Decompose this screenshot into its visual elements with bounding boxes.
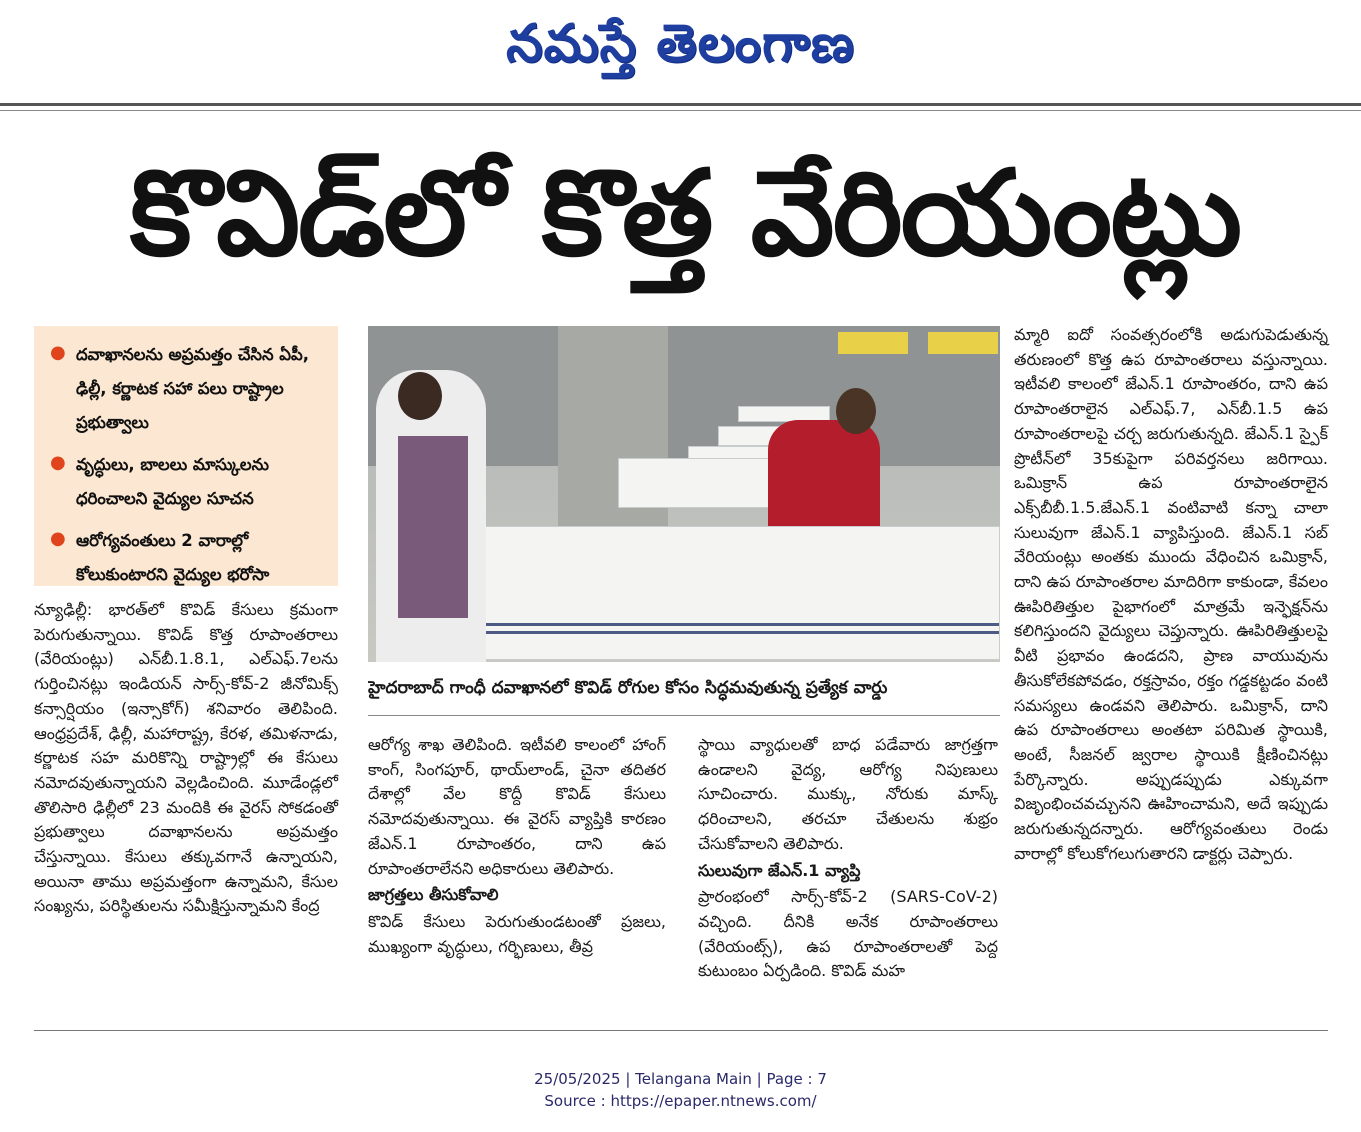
article-paragraph: ప్రారంభంలో సార్స్-కోవ్-2 (SARS-CoV-2) వచ్చింది. దీనికి అనేక రూపాంతరాలు (వేరియంట్స్), ఉప రూపాంతరాలతో పెద్ద కుటుంబం ఏర్పడింది. కొవిడ్ మహ — [698, 887, 998, 981]
highlight-item — [50, 338, 330, 440]
photo-doctor-head — [398, 372, 442, 420]
bullet-icon: ● — [50, 452, 66, 473]
highlight-item — [50, 524, 330, 592]
headline: కొవిడ్‌లో కొత్త వేరియంట్లు — [129, 144, 1241, 282]
subheading: సులువుగా జేఎన్.1 వ్యాప్తి — [698, 860, 861, 880]
highlight-item — [50, 448, 330, 516]
photo-bed-front — [428, 526, 1000, 660]
subheading: జాగ్రత్తలు తీసుకోవాలి — [368, 885, 499, 905]
header-rule-thin — [0, 110, 1361, 111]
bullet-icon: ● — [50, 528, 66, 549]
article-column-2 — [368, 733, 666, 959]
footer-date-edition: 25/05/2025 | Telangana Main | Page : 7 — [534, 1070, 827, 1088]
article-paragraph: మ్మారి ఐదో సంవత్సరంలోకి అడుగుపెడుతున్న తరుణంలో కొత్త ఉప రూపాంతరాలు వస్తున్నాయి. ఇటీవలి కాలంలో జేఎన్.1 రూపాంతరం, దాని ఉప రూపాంతరాలైన ఎల్ఎఫ్.7, ఎన్‌బీ.1.5 ఉప రూపాంతరాలపై చర్చ జరుగుతున్నది. జేఎన్.1 స్పైక్ ప్రొటీన్‌లో 35కుపైగా పరివర్తనలు జరిగాయి. ఒమిక్రాన్ ఉప రూపాంతరాలైన ఎక్స్‌బీబీ.1.5.జేఎన్.1 వంటివాటి కన్నా చాలా సులువుగా జేఎన్.1 వ్యాపిస్తుంది. జేఎన్.1 సబ్ వేరియంట్లు అంతకు ముందు వేధించిన ఒమిక్రాన్, దాని ఉప రూపాంతరాల మాదిరిగా కాకుండా, కేవలం ఊపిరితిత్తుల పైభాగంలో మాత్రమే ఇన్ఫెక్షన్‌ను కలిగిస్తుందని వైద్యులు చెప్తున్నారు. ఊపిరితిత్తులపై వీటి ప్రభావం ఉండదని, ప్రాణ వాయువును తీసుకోలేకపోవడం, రక్తస్రావం, రక్తం గడ్డకట్టడం వంటి సమస్యలు ఉండవని తెలిపారు. ఒమిక్రాన్, దాని ఉప రూపాంతరాలు అంతటా పరిమిత స్థాయికి, అంటే, సీజనల్ జ్వరాల స్థాయికి క్షీణించినట్లు పేర్కొన్నారు. అప్పుడప్పుడు ఎక్కువగా విజృంభించవచ్చునని ఊహించామని, అదే ఇప్పుడు జరుగుతున్నదన్నారు. ఆరోగ్యవంతులు రెండు వారాల్లో కోలుకోగలుగుతారని డాక్టర్లు చెప్పారు. — [1014, 325, 1329, 863]
photo-doctor-dress — [398, 436, 468, 618]
article-column-4 — [1014, 323, 1328, 866]
article-paragraph: స్థాయి వ్యాధులతో బాధ పడేవారు జాగ్రత్తగా ఉండాలని వైద్య, ఆరోగ్య నిపుణులు సూచించారు. ముక్కు, నోరుకు మాస్క్ ధరించాలని, తరచూ చేతులను శుభ్రం చేసుకోవాలని తెలిపారు. — [698, 735, 998, 853]
article-column-1 — [34, 598, 338, 919]
photo-lamp — [928, 332, 998, 354]
bullet-icon: ● — [50, 342, 66, 363]
footer-source-link[interactable]: Source : https://epaper.ntnews.com/ — [544, 1092, 817, 1110]
photo-staff-head — [836, 388, 876, 434]
newspaper-logo: నమస్తే తెలంగాణ — [506, 13, 855, 74]
highlights-box — [34, 326, 338, 586]
highlight-text: వృద్ధులు, బాలలు మాస్కులను ధరించాలని వైద్యుల సూచన — [76, 455, 269, 508]
footer-rule — [34, 1030, 1328, 1031]
page-footer — [0, 1068, 1361, 1112]
photo-caption: హైదరాబాద్ గాంధీ దవాఖానలో కొవిడ్ రోగుల కోసం సిద్ధమవుతున్న ప్రత్యేక వార్డు — [368, 668, 1000, 716]
highlight-text: ఆరోగ్యవంతులు 2 వారాల్లో కోలుకుంటారని వైద్యుల భరోసా — [76, 531, 270, 584]
article-paragraph: ఆరోగ్య శాఖ తెలిపింది. ఇటీవలి కాలంలో హాంగ్ కాంగ్, సింగపూర్, థాయ్‌లాండ్, చైనా తదితర దేశాల్లో వేల కొద్దీ కొవిడ్ కేసులు నమోదవుతున్నాయి. ఈ వైరస్ వ్యాప్తికి కారణం జేఎన్.1 రూపాంతరం, దాని ఉప రూపాంతరాలేనని అధికారులు తెలిపారు. — [368, 735, 666, 878]
highlight-text: దవాఖానలను అప్రమత్తం చేసిన ఏపీ, ఢిల్లీ, కర్ణాటక సహా పలు రాష్ట్రాల ప్రభుత్వాలు — [76, 345, 310, 432]
article-column-3 — [698, 733, 998, 984]
hospital-ward-photo — [368, 326, 1000, 662]
masthead — [0, 0, 1361, 100]
photo-lamp — [838, 332, 908, 354]
header-rule — [0, 103, 1361, 106]
photo-pillar — [558, 326, 668, 556]
article-paragraph: కొవిడ్ కేసులు పెరుగుతుండటంతో ప్రజలు, ముఖ్యంగా వృద్ధులు, గర్భిణులు, తీవ్ర — [368, 911, 666, 956]
article-paragraph: న్యూఢిల్లీ: భారత్‌లో కొవిడ్ కేసులు క్రమంగా పెరుగుతున్నాయి. కొవిడ్ కొత్త రూపాంతరాలు (వేరియంట్లు) ఎన్‌బీ.1.8.1, ఎల్‌ఎఫ్.7లను గుర్తించినట్లు ఇండియన్ సార్స్-కోవ్-2 జీనోమిక్స్ కన్సార్షియం (ఇన్సాకోగ్) శనివారం తెలిపింది. ఆంధ్రప్రదేశ్, ఢిల్లీ, మహారాష్ట్ర, కేరళ, తమిళనాడు, కర్ణాటక సహ మరికొన్ని రాష్ట్రాల్లో ఈ కేసులు నమోదవుతున్నాయని వెల్లడించింది. మూడేండ్లలో తొలిసారి ఢిల్లీలో 23 మందికి ఈ వైరస్ సోకడంతో ప్రభుత్వాలు దవాఖానలను అప్రమత్తం చేస్తున్నాయి. కేసులు తక్కువగానే ఉన్నాయని, అయినా తాము అప్రమత్తంగా ఉన్నామని, కేసుల సంఖ్యను, పరిస్థితులను సమీక్షిస్తున్నామని కేంద్ర — [34, 600, 338, 916]
